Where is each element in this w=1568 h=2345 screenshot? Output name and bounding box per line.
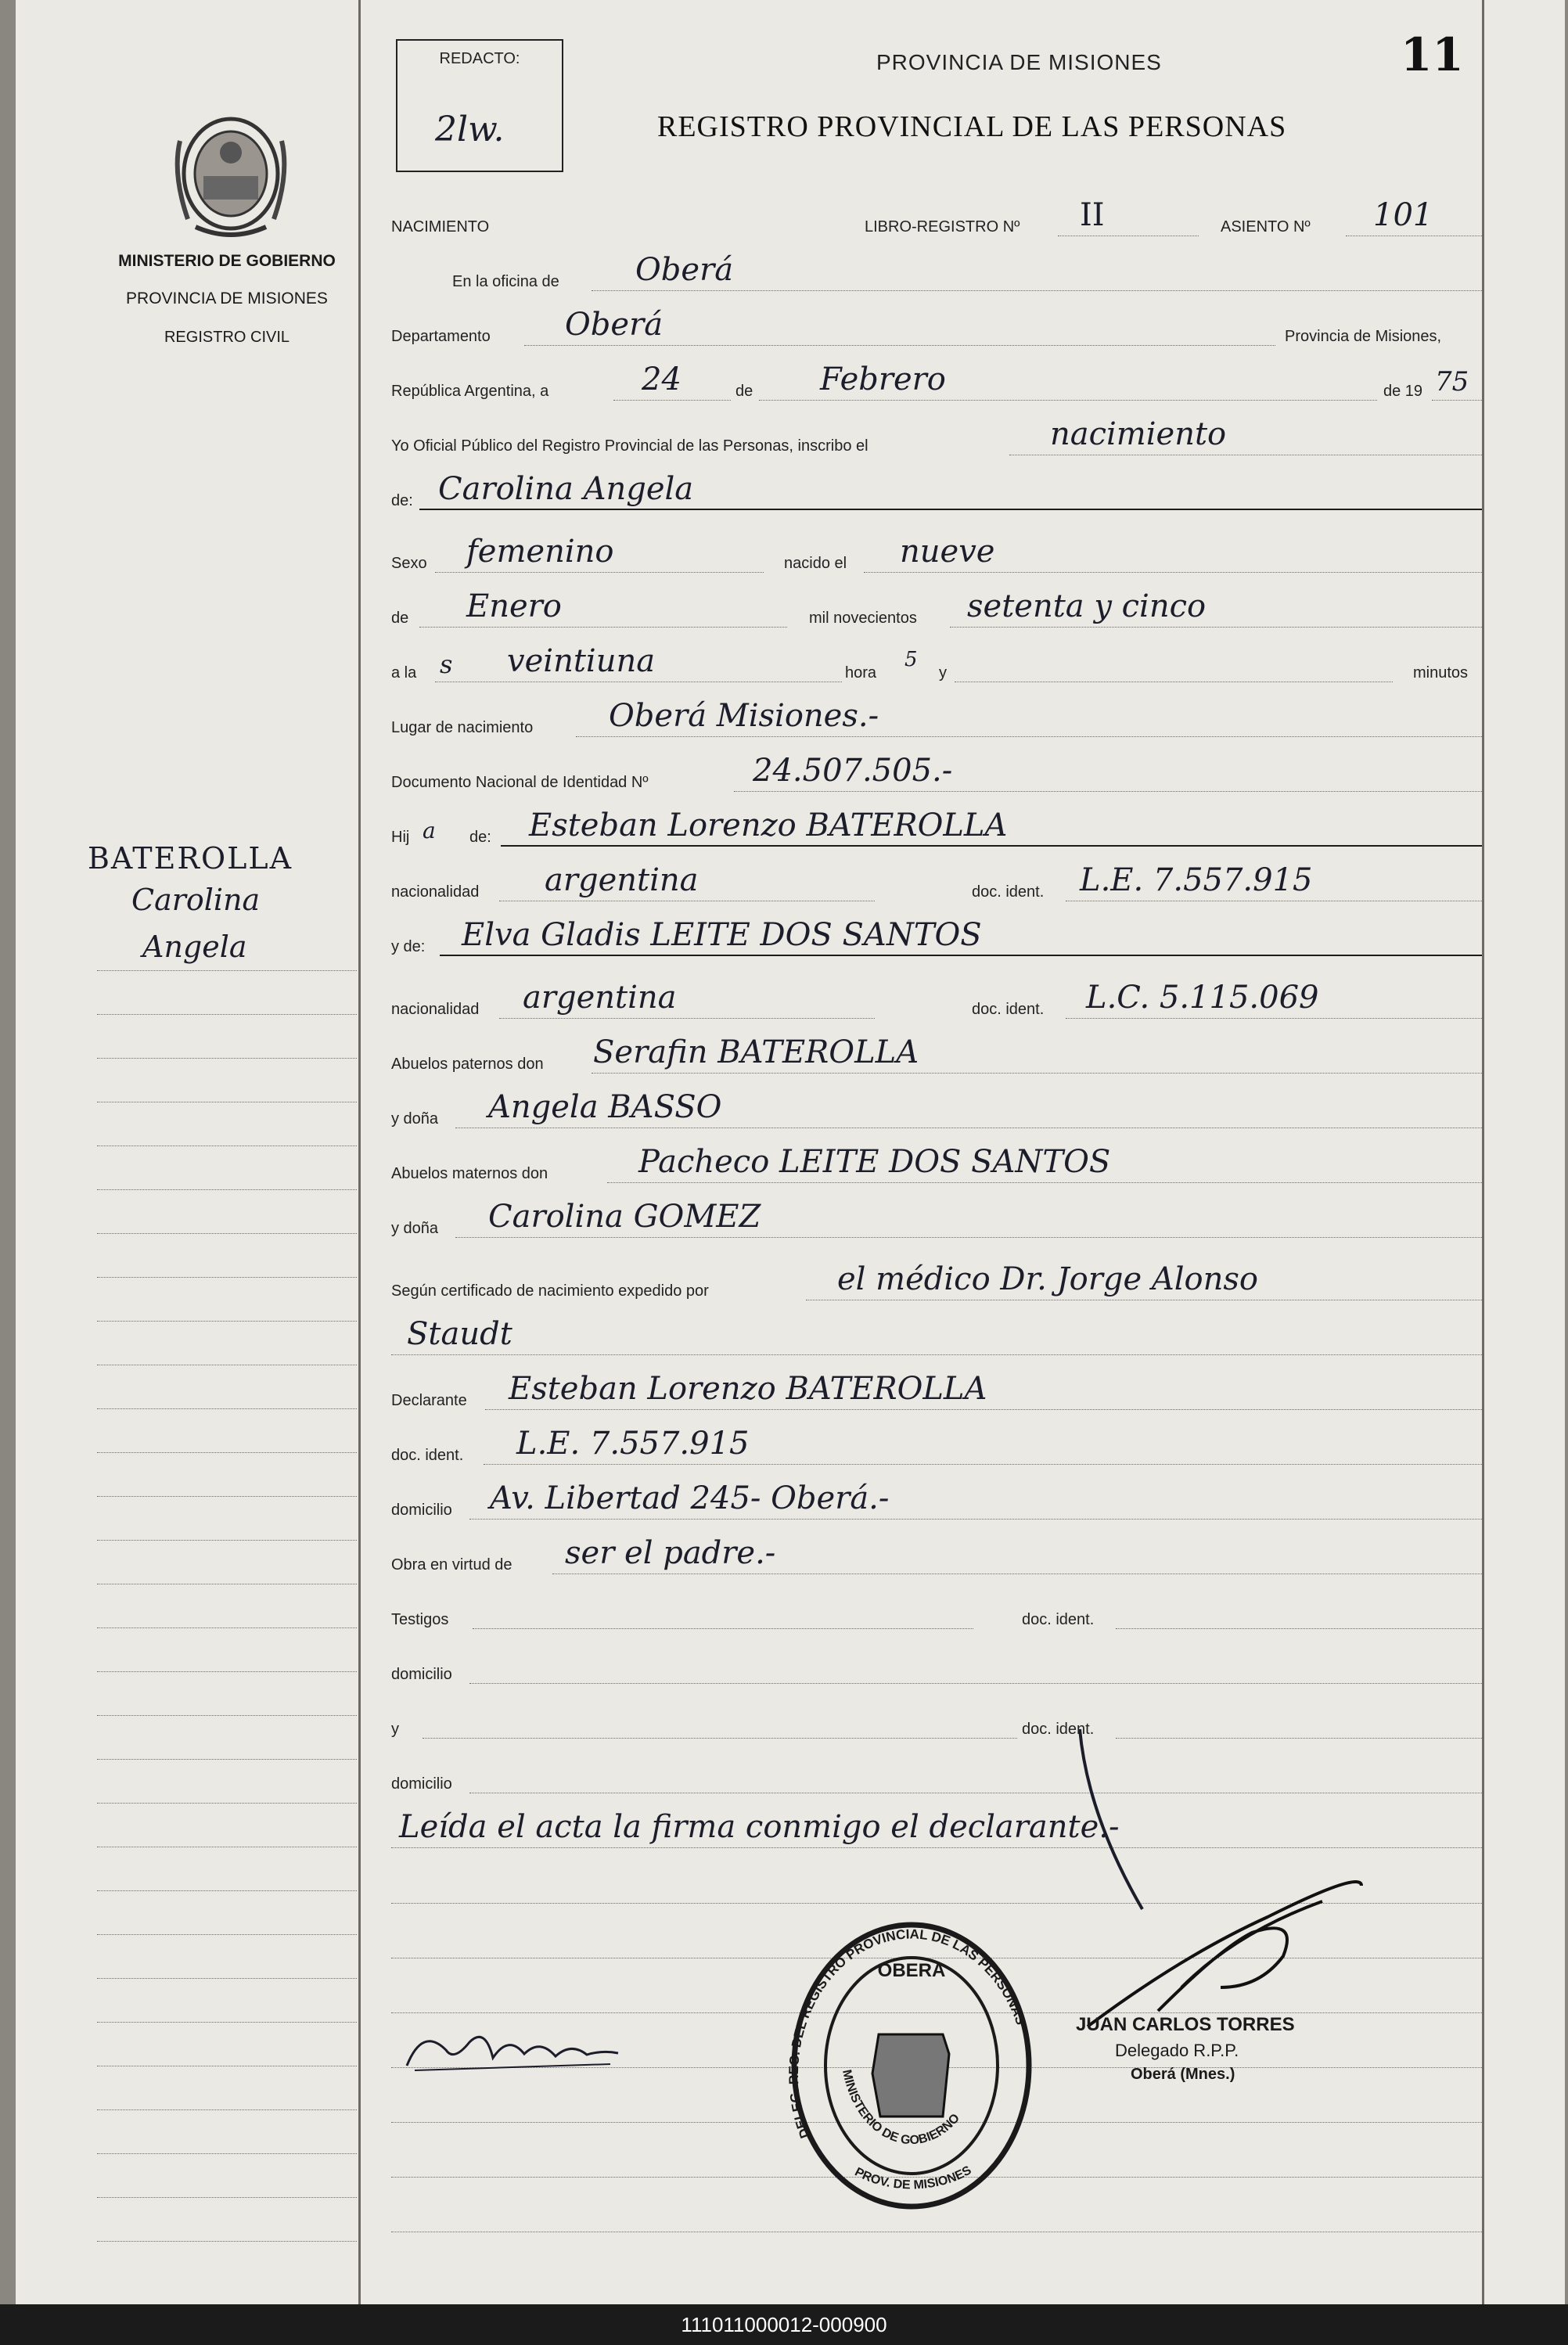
row-testigo-2 [391,1699,1482,1746]
dia-value: 24 [642,361,682,397]
dni-value: 24.507.505.- [753,753,953,789]
nacionalidad-label-2: nacionalidad [391,1001,480,1018]
mes-value: Febrero [820,361,946,397]
lugar-label: Lugar de nacimiento [391,719,534,736]
coat-of-arms-icon [164,110,297,239]
domicilio-label-2: domicilio [391,1666,452,1683]
doc-ident-label-3: doc. ident. [391,1447,464,1464]
obra-value: ser el padre.- [565,1535,776,1571]
provincia-label: Provincia de Misiones, [1285,328,1442,345]
padre-nac-value: argentina [545,862,699,898]
republica-label: República Argentina, a [391,383,549,400]
doc-ident-label-5: doc. ident. [1022,1721,1095,1738]
asiento-label: ASIENTO Nº [1221,218,1311,236]
row-abuela-mat [391,1199,1482,1246]
anio-value: 75 [1435,366,1469,397]
row-domicilio [391,1480,1482,1527]
domicilio-label-1: domicilio [391,1502,452,1519]
sexo-value: femenino [466,534,614,570]
testigo-2-doc-line [1116,1738,1482,1739]
hora-prefix-value: s [440,649,453,679]
nombre-line [419,509,1482,510]
dni-label: Documento Nacional de Identidad Nº [391,774,649,791]
row-lugar [391,698,1482,745]
ministry-line-1: MINISTERIO DE GOBIERNO [118,252,336,270]
nacido-mes-line [419,627,787,628]
row-declarante [391,1371,1482,1418]
page-edge-line [1482,0,1484,2304]
madre-doc-line [1066,1018,1482,1019]
margin-middle-name: Angela [142,930,247,964]
certificado-line-2 [391,1354,1482,1355]
margin-rule [97,2197,357,2198]
margin-first-name: Carolina [131,883,261,917]
official-name: JUAN CARLOS TORRES [1076,2014,1295,2035]
row-certificado-2 [391,1316,1482,1363]
row-obra [391,1535,1482,1582]
row-nacimiento [391,197,1482,244]
nacimiento-label: NACIMIENTO [391,218,490,236]
sexo-line [435,572,764,573]
seal-top-text: OBERA [877,1960,946,1981]
hij-letter-value: a [423,818,436,843]
anio-line [1432,400,1482,401]
margin-rule [97,1058,357,1059]
row-hora [391,643,1482,690]
margin-rule [97,1408,357,1409]
abuelo-mat-line [607,1182,1482,1183]
redacto-value: 2lw. [435,110,505,149]
document-page [16,0,1565,2304]
margin-rule [97,1233,357,1234]
y-de-label: y de: [391,938,426,955]
row-abuelo-mat [391,1144,1482,1191]
asiento-value: 101 [1373,197,1433,233]
margin-rule [97,1978,357,1979]
mil-label: mil novecientos [809,610,917,627]
testigos-line [473,1628,973,1629]
row-padre-nac [391,862,1482,909]
seal-inner-text: MINISTERIO DE GOBIERNO [840,2068,963,2148]
row-testigos [391,1590,1482,1637]
image-id-footer: 111011000012-000900 [0,2304,1568,2345]
libro-label: LIBRO-REGISTRO Nº [865,218,1020,236]
cierre-line [391,1847,1482,1848]
minutos-label: minutos [1413,664,1469,682]
margin-rule [97,1540,357,1541]
margin-rule [97,1715,357,1716]
nacido-anio-value: setenta y cinco [967,588,1207,624]
row-cierre [391,1809,1482,1856]
margin-rule [97,2022,357,2023]
lugar-line [576,736,1482,737]
madre-nac-line [499,1018,875,1019]
padre-value: Esteban Lorenzo BATEROLLA [529,807,1008,843]
testigos-doc-line [1116,1628,1482,1629]
row-sexo [391,534,1482,581]
row-testigo-dom [391,1645,1482,1692]
margin-rule [97,1934,357,1935]
ministry-line-2: PROVINCIA DE MISIONES [126,290,328,308]
madre-doc-value: L.C. 5.115.069 [1086,980,1319,1016]
row-nacido-mes [391,588,1482,635]
row-dni [391,753,1482,800]
row-inscribe [391,416,1482,463]
redacto-label: REDACTO: [439,50,520,67]
oficina-value: Oberá [635,252,734,288]
margin-rule [97,1890,357,1891]
madre-nac-value: argentina [523,980,677,1016]
margin-rule [97,1496,357,1497]
nacido-anio-line [950,627,1482,628]
margin-rule [97,1189,357,1190]
inscribe-value: nacimiento [1050,416,1227,452]
segun-label: Según certificado de nacimiento expedido por [391,1282,709,1300]
nacido-label: nacido el [784,555,847,572]
row-oficina [391,252,1482,299]
row-declarante-doc [391,1426,1482,1473]
nacionalidad-label-1: nacionalidad [391,883,480,901]
doc-ident-label-2: doc. ident. [972,1001,1045,1018]
margin-rule [97,1759,357,1760]
redacto-box [396,39,563,172]
de-colon-label: de: [391,492,413,509]
hij-label: Hij [391,829,410,846]
dni-line [734,791,1482,792]
seal-bottom-text: PROV. DE MISIONES [852,2163,974,2192]
row-testigo-2-dom [391,1754,1482,1801]
nacido-mes-value: Enero [466,588,562,624]
margin-rule [97,2109,357,2110]
departamento-value: Oberá [565,307,664,343]
abuelo-pat-value: Serafin BATEROLLA [593,1034,919,1070]
doc-ident-label-1: doc. ident. [972,883,1045,901]
oficina-line [592,290,1482,291]
row-certificado [391,1261,1482,1308]
declarante-doc-value: L.E. 7.557.915 [516,1426,750,1462]
minutos-value: 5 [904,648,918,671]
sexo-label: Sexo [391,555,427,572]
province-heading: PROVINCIA DE MISIONES [876,50,1162,74]
departamento-label: Departamento [391,328,491,345]
domicilio-line [469,1519,1482,1520]
row-madre-nac [391,980,1482,1027]
nombre-value: Carolina Angela [438,471,694,507]
libro-value: II [1080,197,1105,233]
y-label-2: y [391,1721,399,1738]
madre-value: Elva Gladis LEITE DOS SANTOS [462,917,982,953]
registry-title: REGISTRO PROVINCIAL DE LAS PERSONAS [657,110,1287,143]
row-abuela-pat [391,1089,1482,1136]
abuela-mat-line [455,1237,1482,1238]
abuelos-maternos-label: Abuelos maternos don [391,1165,548,1182]
margin-rule [97,1627,357,1628]
abuela-pat-value: Angela BASSO [488,1089,722,1125]
certificado-value: el médico Dr. Jorge Alonso [837,1261,1258,1297]
seal-outer-text: DELEG. REG. DEL REGISTRO PROVINCIAL DE LAS PERSONAS [786,1926,1029,2141]
margin-rule [97,2153,357,2154]
abuelo-pat-line [592,1073,1482,1074]
oficial-label: Yo Oficial Público del Registro Provincial de las Personas, inscribo el [391,437,869,455]
declarant-signature [399,2019,626,2081]
row-padre [391,807,1482,854]
de19-label: de 19 [1383,383,1423,400]
margin-rule [97,1321,357,1322]
y-dona-label-1: y doña [391,1110,439,1128]
doc-ident-label-4: doc. ident. [1022,1611,1095,1628]
official-place: Oberá (Mnes.) [1131,2066,1235,2083]
padre-doc-value: L.E. 7.557.915 [1080,862,1313,898]
abuelos-paternos-label: Abuelos paternos don [391,1056,544,1073]
row-nombre [391,471,1482,518]
official-role: Delegado R.P.P. [1115,2041,1239,2060]
declarante-doc-line [484,1464,1482,1465]
margin-rule [97,2241,357,2242]
lugar-value: Oberá Misiones.- [609,698,879,734]
domicilio-label-3: domicilio [391,1775,452,1793]
official-seal-icon [786,1917,1037,2214]
departamento-line [524,345,1275,346]
madre-line [440,955,1482,956]
hora-label: hora [845,664,877,682]
domicilio-value: Av. Libertad 245- Oberá.- [490,1480,890,1516]
margin-rule [97,1014,357,1015]
declarante-label: Declarante [391,1392,467,1409]
obra-label: Obra en virtud de [391,1556,512,1574]
de-colon-label-2: de: [469,829,491,846]
nacido-dia-value: nueve [900,534,995,570]
testigo-2-line [423,1738,1017,1739]
margin-rule [97,1671,357,1672]
abuela-mat-value: Carolina GOMEZ [488,1199,761,1235]
certificado-value-2: Staudt [407,1316,512,1352]
de-label-1: de [735,383,753,400]
declarante-value: Esteban Lorenzo BATEROLLA [509,1371,987,1407]
testigos-label: Testigos [391,1611,449,1628]
y-label-1: y [939,664,947,682]
ministry-line-3: REGISTRO CIVIL [164,329,290,346]
oficina-label: En la oficina de [452,273,559,290]
row-departamento [391,307,1482,354]
abuelo-mat-value: Pacheco LEITE DOS SANTOS [638,1144,1111,1180]
nacido-line [864,572,1482,573]
margin-rule [97,1277,357,1278]
a-la-label: a la [391,664,417,682]
declarante-line [485,1409,1482,1410]
de-label-2: de [391,610,409,627]
y-dona-label-2: y doña [391,1220,439,1237]
margin-rule [97,1452,357,1453]
margin-rule [97,970,357,971]
cierre-value: Leída el acta la firma conmigo el declarante.- [399,1809,1120,1845]
row-madre [391,917,1482,964]
hora-value: veintiuna [507,643,656,679]
row-abuelo-pat [391,1034,1482,1081]
padre-line [501,845,1482,847]
mes-line [759,400,1377,401]
margin-surname: BATEROLLA [88,841,293,876]
row-fecha [391,361,1482,408]
margin-rule [97,1803,357,1804]
testigo-dom-line [469,1683,1482,1684]
dia-line [613,400,731,401]
page-number: 11 [1401,28,1464,81]
